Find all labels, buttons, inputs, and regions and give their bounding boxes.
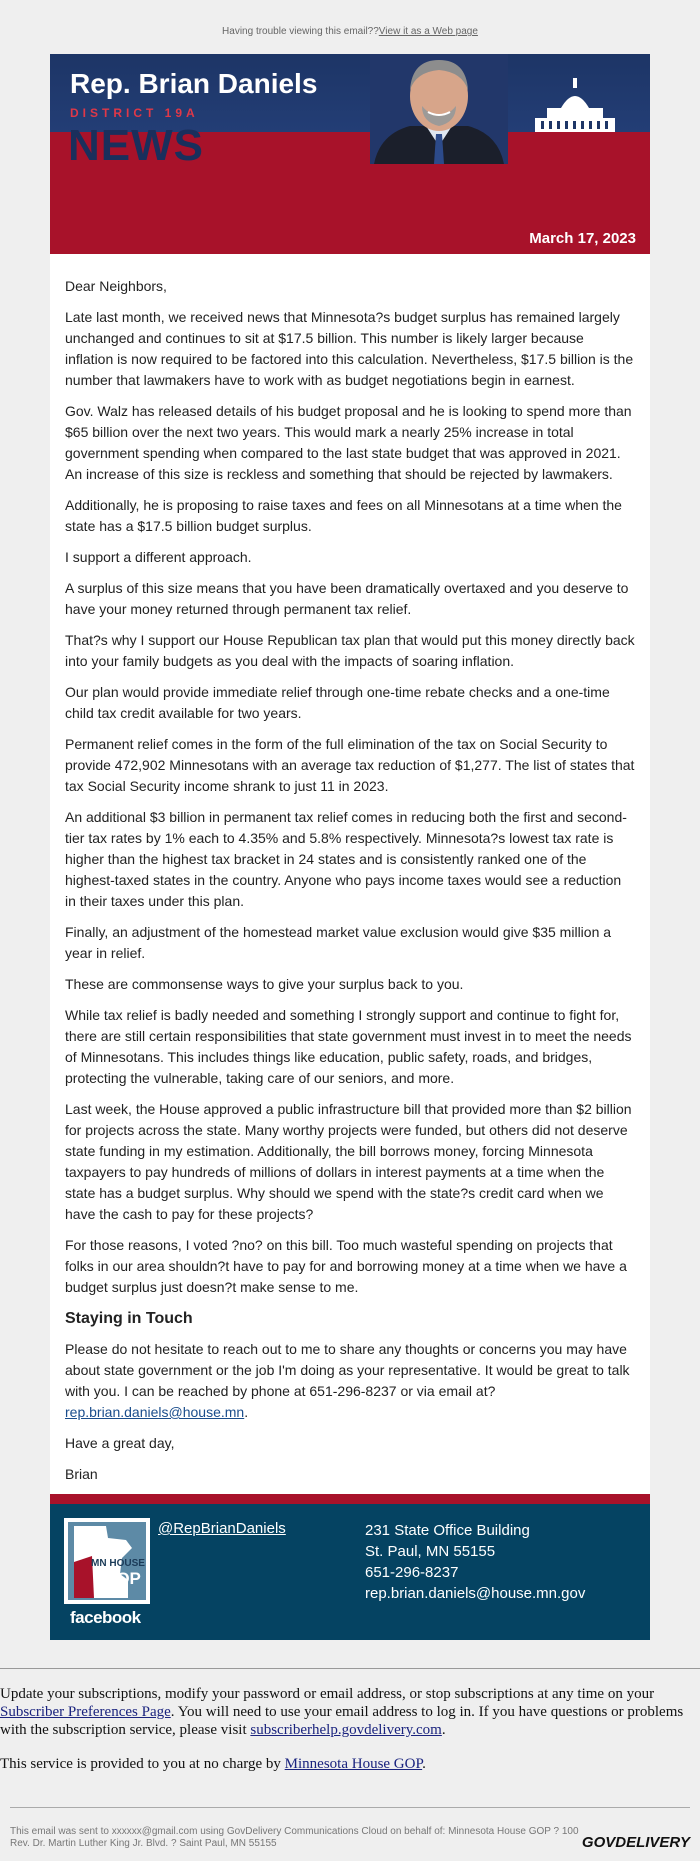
paragraph: Last week, the House approved a public infrastructure bill that provided more than $2 billion for projects across the state. Many worthy projects were funded, but others did not deserve state funding in my estimation. Additionally, the bill borrows money, forcing Minnesota taxpayers to pay hundreds of millions of dollars in interest payments at a time when the state has a budget surplus. Why should we spend with the state?s credit card when we have the cash to pay for these projects?	[65, 1101, 632, 1222]
paragraph: While tax relief is badly needed and something I strongly support and continue to fight for, there are still certain responsibilities that state government must invest in to meet the needs of Minnesotans. This includes things like education, public safety, roads, and bridges, protecting the vulnerable, taking care of our seniors, and more.	[65, 1007, 632, 1086]
divider	[10, 1807, 690, 1808]
staying-in-touch-heading: Staying in Touch	[65, 1310, 193, 1327]
paragraph: A surplus of this size means that you have been dramatically overtaxed and you deserve to have your money returned through permanent tax relief.	[65, 580, 629, 617]
view-web-page-link[interactable]: View it as a Web page	[378, 26, 478, 37]
subscription-text-3: .	[441, 1722, 446, 1738]
subscription-paragraph	[0, 1685, 700, 1739]
divider	[0, 1668, 700, 1669]
greeting: Dear Neighbors,	[65, 278, 167, 294]
header-banner	[50, 54, 650, 204]
paragraph: Our plan would provide immediate relief through one-time rebate checks and a one-time child tax credit available for two years.	[65, 684, 610, 721]
paragraph: An additional $3 billion in permanent tax relief comes in reducing both the first and second-tier tax rates by 1% each to 4.35% and 5.8% respectively. Minnesota?s lowest tax rate is higher than the highest tax bracket in 24 states and is consistently ranked one of the highest-taxed states in the country. Anyone who pays income taxes would see a reduction in their taxes under this plan.	[65, 809, 627, 909]
newsletter-date: March 17, 2023	[529, 230, 636, 247]
mn-house-gop-logo[interactable]	[64, 1518, 150, 1604]
rep-name: Rep. Brian Daniels	[70, 68, 318, 99]
letter-content	[65, 276, 635, 1495]
subscriber-preferences-link[interactable]: Subscriber Preferences Page	[0, 1704, 171, 1720]
mn-house-gop-link[interactable]: Minnesota House GOP	[284, 1756, 423, 1772]
signature: Brian	[65, 1466, 98, 1482]
facebook-handle-link[interactable]: @RepBrianDaniels	[158, 1520, 286, 1537]
address-line-1: 231 State Office Building	[365, 1522, 530, 1539]
logo-text-house: MN HOUSE	[91, 1558, 145, 1569]
paragraph: Gov. Walz has released details of his budget proposal and he is looking to spend more than $65 billion over the next two years. This would mark a nearly 25% increase in total government spending when compared to the last state budget that was approved in 2021. An increase of this size is reckless and something that should be rejected by lawmakers.	[65, 403, 632, 482]
contact-text: Please do not hesitate to reach out to me to share any thoughts or concerns you may have about state government or the job I'm doing as your representative. It would be great to talk with you. I can be reached by phone at 651-296-8237 or via email at?	[65, 1341, 630, 1399]
footer-red-band	[50, 1494, 650, 1504]
subscriber-help-link[interactable]: subscriberhelp.govdelivery.com	[250, 1722, 442, 1738]
subscription-text-2: . You will need to use your email address to log in. If you have questions or problems with the subscription service, please visit	[0, 1704, 684, 1738]
contact-paragraph	[65, 1339, 635, 1423]
address-line-2: St. Paul, MN 55155	[365, 1543, 496, 1560]
govdelivery-logo[interactable]: GOVDELIVERY	[581, 1834, 690, 1851]
capitol-icon	[535, 76, 615, 132]
office-address	[365, 1520, 585, 1604]
paragraph: I support a different approach.	[65, 549, 252, 565]
contact-email-link[interactable]: rep.brian.daniels@house.mn	[65, 1404, 245, 1420]
paragraph: Late last month, we received news that Minnesota?s budget surplus has remained largely unchanged and continues to sit at $17.5 billion. This number is likely larger because inflation is now required to be factored into this calculation. Nevertheless, $17.5 billion is the number that lawmakers have to work with as budget negotiations begin in earnest.	[65, 309, 634, 388]
facebook-link[interactable]: facebook	[70, 1608, 141, 1627]
logo-text-gop: GOP	[103, 1569, 141, 1588]
date-bar	[50, 204, 650, 254]
office-email: rep.brian.daniels@house.mn.gov	[365, 1585, 586, 1602]
paragraph: These are commonsense ways to give your surplus back to you.	[65, 976, 464, 992]
district-label: DISTRICT 19A	[70, 106, 199, 120]
email-body	[50, 54, 650, 1640]
paragraph: Permanent relief comes in the form of the full elimination of the tax on Social Security to provide 472,902 Minnesotans with an average tax reduction of $1,277. The list of states that tax Social Security income shrank to just 11 in 2023.	[65, 736, 635, 794]
paragraph: Finally, an adjustment of the homestead market value exclusion would give $35 million a year in relief.	[65, 924, 612, 961]
news-title: NEWS	[68, 121, 204, 170]
subscription-info	[0, 1685, 700, 1789]
portrait-image	[370, 54, 508, 164]
top-note-text: Having trouble viewing this email??	[222, 26, 379, 37]
subscription-text-1: Update your subscriptions, modify your password or email address, or stop subscriptions at any time on your	[0, 1686, 655, 1702]
service-text: This service is provided to you at no charge by	[0, 1756, 285, 1772]
footer	[50, 1504, 650, 1640]
paragraph: Additionally, he is proposing to raise taxes and fees on all Minnesotans at a time when the state has a $17.5 billion budget surplus.	[65, 497, 622, 534]
paragraph: For those reasons, I voted ?no? on this bill. Too much wasteful spending on projects that folks in our area shouldn?t have to pay for and borrowing money at a time when we have a budget surplus just doesn?t make sense to me.	[65, 1237, 627, 1295]
service-end: .	[422, 1756, 426, 1772]
top-note	[0, 26, 700, 37]
contact-end: .	[244, 1404, 249, 1420]
service-paragraph	[0, 1755, 700, 1773]
closing: Have a great day,	[65, 1435, 175, 1451]
sent-to-note: This email was sent to xxxxxx@gmail.com using GovDelivery Communications Cloud on behalf of: Minnesota House GOP ? 100 Rev. Dr. Martin Luther King Jr. Blvd. ? Saint Paul, MN 55155	[10, 1826, 579, 1849]
office-phone: 651-296-8237	[365, 1564, 459, 1581]
paragraph: That?s why I support our House Republican tax plan that would put this money directly back into your family budgets as you deal with the impacts of soaring inflation.	[65, 632, 635, 669]
